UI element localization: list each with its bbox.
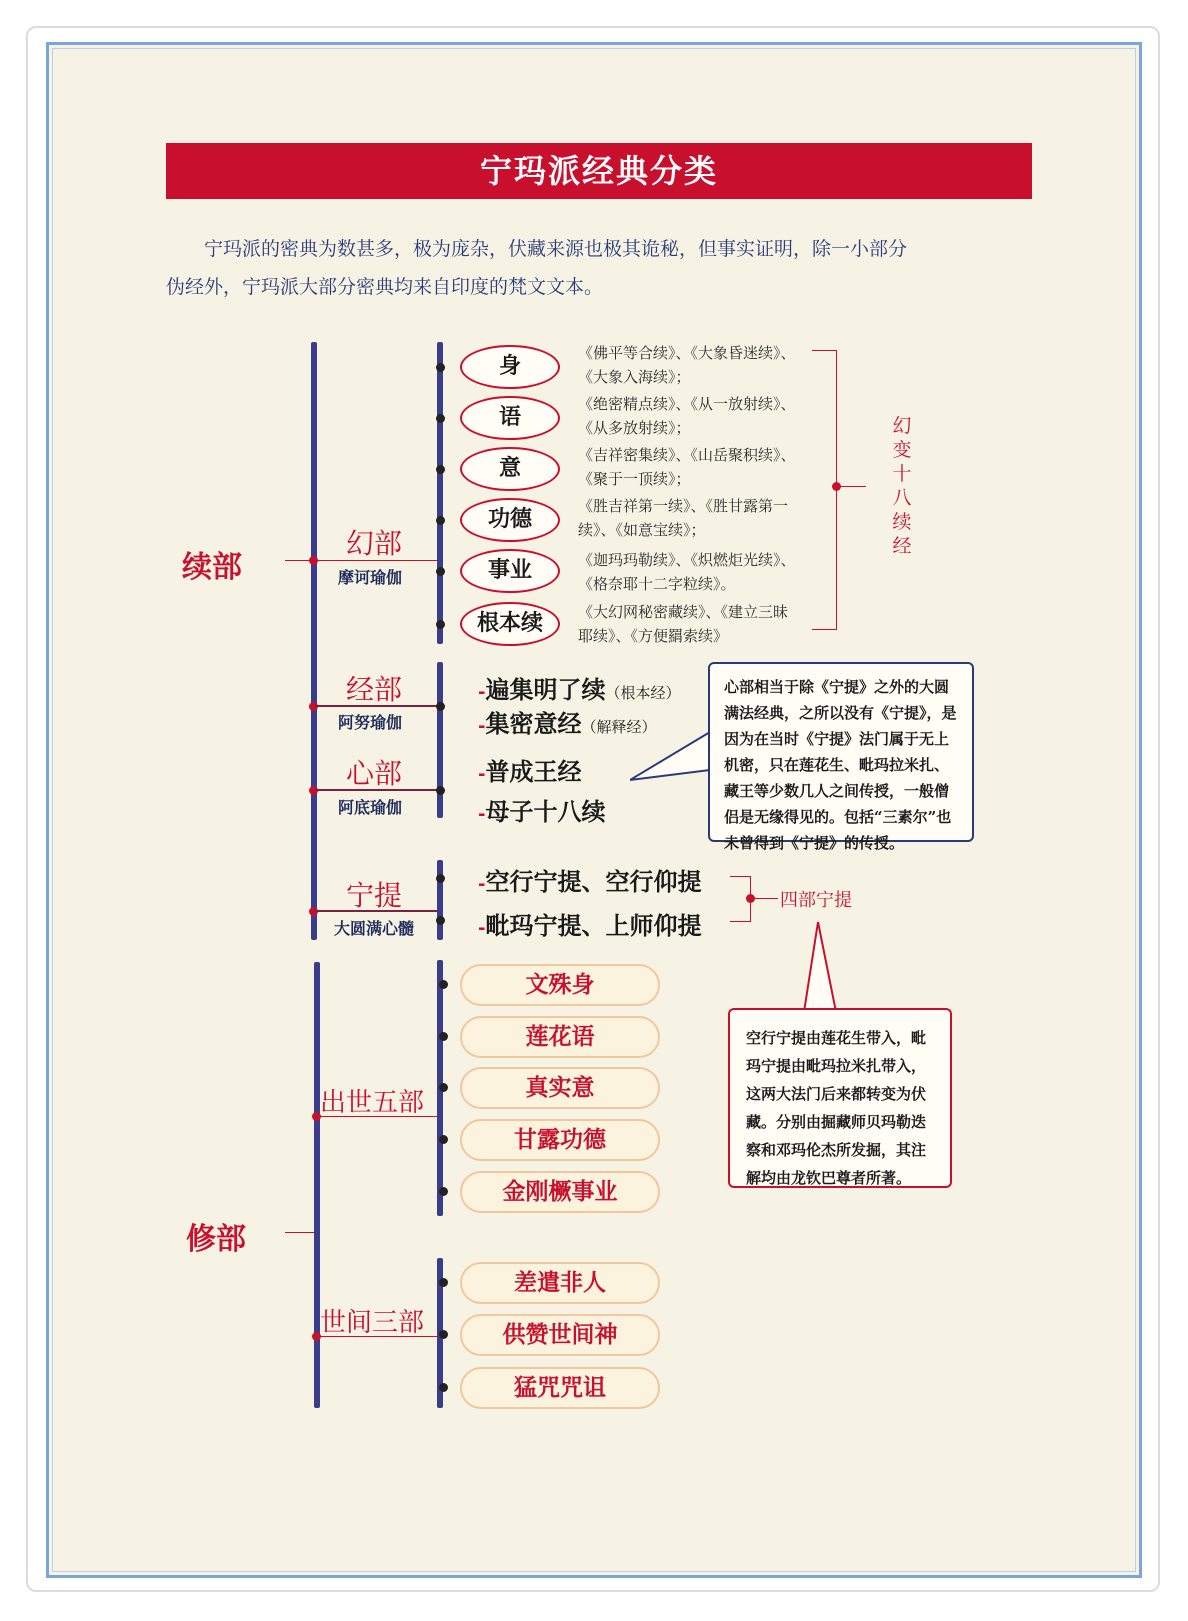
huanbu-dot-6 [436,620,445,629]
dash-marker: - [478,716,486,737]
pill-root-tantra: 根本续 [460,602,560,646]
dash-marker: - [478,918,486,939]
xinbu-item-2-text: 母子十八续 [485,798,606,826]
chushi-item-manjushri-body: 文殊身 [460,964,660,1006]
jingbu-dot [436,702,445,711]
chushi-dot-3 [439,1083,448,1092]
chushi-dot-5 [439,1187,448,1196]
eighteen-tantras-node [832,482,841,491]
pill-mind: 意 [460,447,560,491]
ningti-callout-pointer [800,920,850,1020]
jingbu-sub: 阿努瑜伽 [338,713,403,732]
four-ningti-label: 四部宁提 [780,890,852,911]
xinbu-dot [436,786,445,795]
pill-speech: 语 [460,396,560,440]
works-group-3 [578,443,796,491]
intro-line-2: 伪经外，宁玛派大部分密典均来自印度的梵文文本。 [166,276,604,298]
works-group-1 [578,341,796,389]
shijian-dot-1 [439,1278,448,1287]
ningti-branch [437,860,443,940]
chushi-item-true-mind: 真实意 [460,1067,660,1109]
pill-activity: 事业 [460,549,560,593]
jingbu-item-1 [478,670,681,705]
xiubu-trunk [314,962,320,1408]
ningti-item-2-text: 毗玛宁提、上师仰提 [485,912,702,940]
shijian-item-wrathful-mantras: 猛咒咒诅 [460,1367,660,1409]
xubu-trunk [311,342,317,940]
ningti-note-box: 空行宁提由莲花生带入，毗玛宁提由毗玛拉米扎带入，这两大法门后来都转变为伏藏。分别由掘藏师贝玛勒迭察和邓玛伦杰所发掘，其注解均由龙钦巴尊者所著。 [728,1008,952,1188]
huanbu-sub: 摩诃瑜伽 [338,568,403,587]
huanbu-dot-4 [436,516,445,525]
chushi-label: 出世五部 [320,1088,425,1118]
huanbu-dot-5 [436,567,445,576]
huanbu-dot-3 [436,465,445,474]
works-line: 《胜吉祥第一续》、《胜甘露第一 [578,497,789,515]
works-line: 耶续》、《方便羂索续》 [578,627,729,645]
ningti-item-1-text: 空行宁提、空行仰提 [485,868,702,896]
four-ningti-node [746,894,755,903]
works-line: 《大象入海续》； [578,368,691,386]
works-group-6 [578,600,788,648]
jingbu-label: 经部 [346,673,403,706]
shijian-dot-2 [439,1330,448,1339]
xinbu-item-1 [478,752,581,787]
jingbu-item-1-note: （根本经） [605,684,681,702]
dash-marker: - [478,682,486,703]
jingbu-item-2-note: （解释经） [581,718,657,736]
works-line: 《迦玛玛勒续》、《炽燃炬光续》、 [578,551,796,569]
chushi-item-vajrakilaya-activity: 金刚橛事业 [460,1171,660,1213]
chushi-item-lotus-speech: 莲花语 [460,1016,660,1058]
pill-qualities: 功德 [460,498,560,542]
ningti-sub: 大圆满心髓 [334,919,415,938]
works-group-5 [578,548,796,596]
xinbu-note-box: 心部相当于除《宁提》之外的大圆满法经典，之所以没有《宁提》，是因为在当时《宁提》法门属于无上机密，只在莲花生、毗玛拉米扎、藏王等少数几人之间传授，一般僧侣是无缘得见的。包括“三素尔”也未曾得到《宁提》的传授。 [708,662,974,842]
chushi-dot-2 [439,1032,448,1041]
xinbu-sub: 阿底瑜伽 [338,798,403,817]
works-line: 续》、《如意宝续》； [578,521,706,539]
shijian-item-dispatching-spirits: 差遣非人 [460,1262,660,1304]
works-line: 《大幻网秘密藏续》、《建立三昧 [578,603,789,621]
shijian-dot-3 [439,1383,448,1392]
works-line: 《吉祥密集续》、《山岳聚积续》、 [578,446,796,464]
chushi-dot-4 [439,1135,448,1144]
xinbu-callout-pointer [630,730,720,800]
shijian-label: 世间三部 [320,1308,425,1338]
huanbu-label: 幻部 [346,527,403,560]
works-line: 《绝密精点续》、《从一放射续》、 [578,395,796,413]
xubu-label: 续部 [182,550,242,585]
ningti-dot-2 [436,916,445,925]
pill-body: 身 [460,345,560,389]
jingbu-item-2-text: 集密意经 [485,710,582,738]
works-group-2 [578,392,796,440]
page-title: 宁玛派经典分类 [166,143,1032,199]
xinbu-item-2 [478,792,605,827]
dash-marker: - [478,764,486,785]
xinbu-label: 心部 [346,757,403,790]
works-line: 《聚于一顶续》； [578,470,691,488]
huanbu-dot-2 [436,414,445,423]
ningti-item-1 [478,862,701,897]
works-line: 《佛平等合续》、《大象昏迷续》、 [578,344,796,362]
works-group-4 [578,494,788,542]
xinbu-item-1-text: 普成王经 [485,758,582,786]
intro-line-1: 宁玛派的密典为数甚多，极为庞杂，伏藏来源也极其诡秘，但事实证明，除一小部分 [204,238,908,260]
jingbu-item-1-text: 遍集明了续 [485,676,606,704]
huanbu-branch [437,342,443,644]
dash-marker: - [478,874,486,895]
chushi-dot-1 [439,980,448,989]
xiubu-connector [285,1232,315,1233]
ningti-item-2 [478,906,701,941]
xiubu-label: 修部 [186,1222,246,1257]
huanbu-dot-1 [436,363,445,372]
eighteen-tantras-label: 幻变十八续经 [892,415,912,557]
works-line: 《格奈耶十二字粒续》。 [578,575,736,593]
shijian-item-worldly-offerings: 供赞世间神 [460,1314,660,1356]
ningti-label: 宁提 [346,879,403,912]
chushi-item-nectar-qualities: 甘露功德 [460,1119,660,1161]
ningti-dot-1 [436,874,445,883]
works-line: 《从多放射续》； [578,419,691,437]
dash-marker: - [478,804,486,825]
